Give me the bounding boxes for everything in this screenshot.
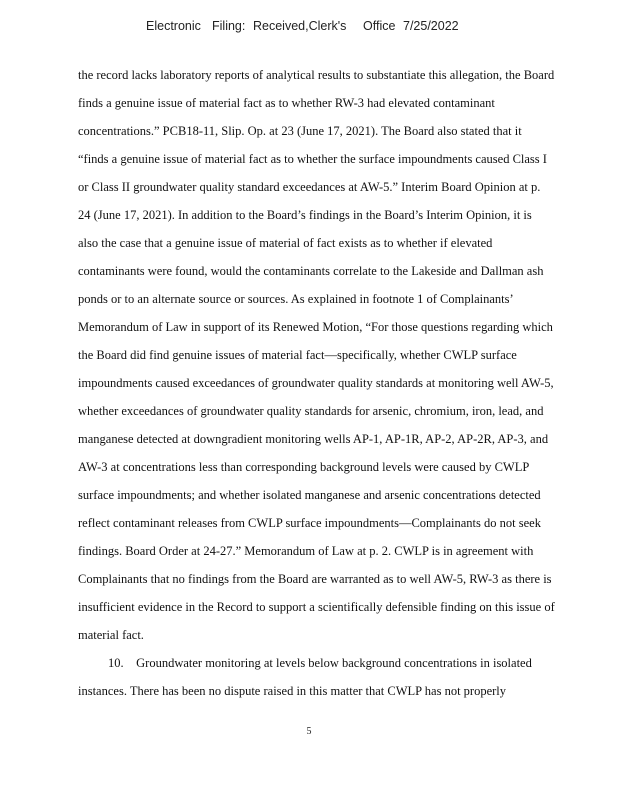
header-electronic: Electronic — [146, 19, 201, 33]
text-line: impoundments caused exceedances of groundwater quality standards at monitoring well AW-5, — [78, 376, 554, 390]
text-line: finds a genuine issue of material fact as to whether RW-3 had elevated contaminant — [78, 96, 495, 110]
text-line: insufficient evidence in the Record to support a scientifically defensible finding on this issue of — [78, 600, 555, 614]
text-line: Complainants that no findings from the Board are warranted as to well AW-5, RW-3 as there is — [78, 572, 552, 586]
text-line: contaminants were found, would the contaminants correlate to the Lakeside and Dallman ash — [78, 264, 544, 278]
header-filing: Filing: — [212, 19, 246, 33]
text-line: findings. Board Order at 24-27.” Memorandum of Law at p. 2. CWLP is in agreement with — [78, 544, 534, 558]
text-line: the record lacks laboratory reports of analytical results to substantiate this allegation, the Board — [78, 68, 555, 82]
text-line: ponds or to an alternate source or sources. As explained in footnote 1 of Complainants’ — [78, 292, 514, 306]
text-line: concentrations.” PCB18-11, Slip. Op. at 23 (June 17, 2021). The Board also stated that it — [78, 124, 522, 138]
header-date: 7/25/2022 — [403, 19, 459, 33]
text-line: Memorandum of Law in support of its Renewed Motion, “For those questions regarding which — [78, 320, 553, 334]
text-line: whether exceedances of groundwater quality standards for arsenic, chromium, iron, lead, and — [78, 404, 544, 418]
filing-header — [0, 19, 618, 103]
text-line: the Board did find genuine issues of material fact—specifically, whether CWLP surface — [78, 348, 517, 362]
text-line: manganese detected at downgradient monitoring wells AP-1, AP-1R, AP-2, AP-2R, AP-3, and — [78, 432, 549, 446]
text-line: material fact. — [78, 628, 144, 642]
text-line: “finds a genuine issue of material fact as to whether the surface impoundments caused Class I — [78, 152, 547, 166]
text-line: AW-3 at concentrations less than corresponding background levels were caused by CWLP — [78, 460, 530, 474]
header-office: Office — [363, 19, 396, 33]
page-number: 5 — [306, 726, 312, 737]
text-line: reflect contaminant releases from CWLP surface impoundments—Complainants do not seek — [78, 516, 541, 530]
text-line: surface impoundments; and whether isolated manganese and arsenic concentrations detected — [78, 488, 541, 502]
text-line: instances. There has been no dispute raised in this matter that CWLP has not properly — [78, 684, 507, 698]
text-line: also the case that a genuine issue of material of fact exists as to whether if elevated — [78, 236, 493, 250]
text-line: 24 (June 17, 2021). In addition to the Board’s findings in the Board’s Interim Opinion, it is — [78, 208, 532, 222]
text-line: or Class II groundwater quality standard exceedances at AW-5.” Interim Board Opinion at p. — [78, 180, 541, 194]
header-received: Received,Clerk's — [253, 19, 347, 33]
paragraph-10-line: 10. Groundwater monitoring at levels below background concentrations in isolated — [108, 656, 532, 670]
